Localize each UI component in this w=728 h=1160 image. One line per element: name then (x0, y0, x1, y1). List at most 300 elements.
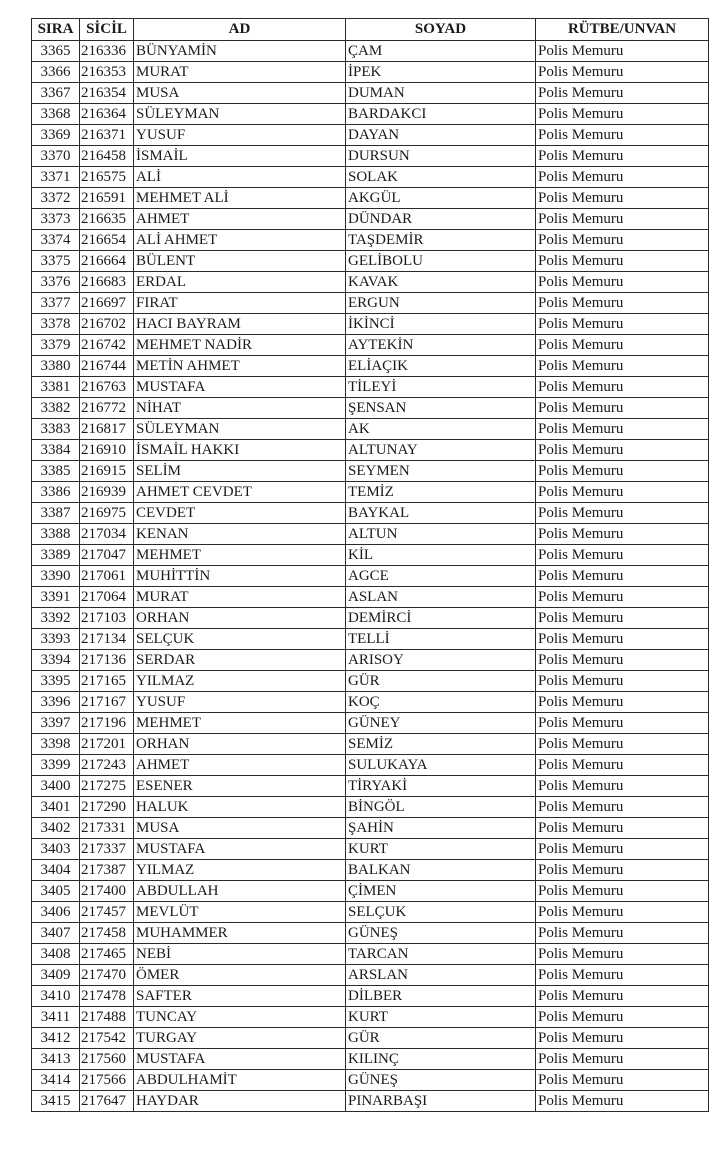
table-row (32, 62, 709, 83)
cell-sicil: 216772 (80, 398, 134, 419)
cell-sira: 3413 (32, 1049, 80, 1070)
cell-sicil: 216664 (80, 251, 134, 272)
cell-sicil: 216354 (80, 83, 134, 104)
cell-ad: HAYDAR (134, 1091, 346, 1112)
cell-rutbe-unvan: Polis Memuru (536, 167, 709, 188)
table-row (32, 398, 709, 419)
cell-rutbe-unvan: Polis Memuru (536, 356, 709, 377)
cell-ad: MURAT (134, 587, 346, 608)
cell-sicil: 217201 (80, 734, 134, 755)
cell-ad: MUSTAFA (134, 839, 346, 860)
cell-sira: 3372 (32, 188, 80, 209)
cell-sicil: 217134 (80, 629, 134, 650)
cell-sira: 3390 (32, 566, 80, 587)
table-row (32, 545, 709, 566)
cell-sicil: 217458 (80, 923, 134, 944)
table-row (32, 293, 709, 314)
cell-soyad: KURT (346, 1007, 536, 1028)
cell-ad: FIRAT (134, 293, 346, 314)
cell-rutbe-unvan: Polis Memuru (536, 776, 709, 797)
cell-soyad: GÜR (346, 671, 536, 692)
cell-rutbe-unvan: Polis Memuru (536, 524, 709, 545)
table-row (32, 167, 709, 188)
cell-sicil: 216591 (80, 188, 134, 209)
cell-sira: 3411 (32, 1007, 80, 1028)
table-row (32, 818, 709, 839)
cell-sicil: 217478 (80, 986, 134, 1007)
table-row (32, 566, 709, 587)
cell-ad: MEVLÜT (134, 902, 346, 923)
cell-soyad: DURSUN (346, 146, 536, 167)
cell-sira: 3386 (32, 482, 80, 503)
cell-soyad: BARDAKCI (346, 104, 536, 125)
cell-ad: SERDAR (134, 650, 346, 671)
cell-rutbe-unvan: Polis Memuru (536, 335, 709, 356)
table-row (32, 356, 709, 377)
cell-soyad: GÜNEŞ (346, 923, 536, 944)
cell-soyad: BAYKAL (346, 503, 536, 524)
cell-soyad: ARSLAN (346, 965, 536, 986)
cell-soyad: KOÇ (346, 692, 536, 713)
cell-sicil: 217136 (80, 650, 134, 671)
cell-sicil: 217290 (80, 797, 134, 818)
table-row (32, 125, 709, 146)
cell-ad: MEHMET ALİ (134, 188, 346, 209)
table-row (32, 1049, 709, 1070)
table-row (32, 692, 709, 713)
cell-sira: 3395 (32, 671, 80, 692)
cell-ad: MUHİTTİN (134, 566, 346, 587)
cell-rutbe-unvan: Polis Memuru (536, 251, 709, 272)
cell-ad: ABDULLAH (134, 881, 346, 902)
cell-rutbe-unvan: Polis Memuru (536, 818, 709, 839)
cell-soyad: TAŞDEMİR (346, 230, 536, 251)
table-row (32, 251, 709, 272)
cell-sicil: 216364 (80, 104, 134, 125)
cell-rutbe-unvan: Polis Memuru (536, 146, 709, 167)
table-row (32, 923, 709, 944)
table-row (32, 524, 709, 545)
cell-sicil: 216910 (80, 440, 134, 461)
cell-soyad: ALTUN (346, 524, 536, 545)
cell-soyad: ASLAN (346, 587, 536, 608)
cell-sira: 3391 (32, 587, 80, 608)
cell-rutbe-unvan: Polis Memuru (536, 230, 709, 251)
table-row (32, 209, 709, 230)
cell-sira: 3407 (32, 923, 80, 944)
table-row (32, 944, 709, 965)
cell-soyad: GELİBOLU (346, 251, 536, 272)
header-sira: SIRA (32, 19, 80, 41)
cell-sicil: 216939 (80, 482, 134, 503)
cell-sicil: 217488 (80, 1007, 134, 1028)
cell-soyad: ERGUN (346, 293, 536, 314)
cell-rutbe-unvan: Polis Memuru (536, 671, 709, 692)
cell-sira: 3373 (32, 209, 80, 230)
cell-rutbe-unvan: Polis Memuru (536, 650, 709, 671)
cell-ad: TUNCAY (134, 1007, 346, 1028)
cell-sira: 3414 (32, 1070, 80, 1091)
cell-sicil: 217566 (80, 1070, 134, 1091)
table-row (32, 230, 709, 251)
table-row (32, 377, 709, 398)
cell-sicil: 217560 (80, 1049, 134, 1070)
header-sicil: SİCİL (80, 19, 134, 41)
cell-soyad: KILINÇ (346, 1049, 536, 1070)
cell-soyad: DEMİRCİ (346, 608, 536, 629)
cell-ad: ERDAL (134, 272, 346, 293)
header-rutbe-unvan: RÜTBE/UNVAN (536, 19, 709, 41)
table-row (32, 83, 709, 104)
cell-rutbe-unvan: Polis Memuru (536, 734, 709, 755)
table-row (32, 503, 709, 524)
cell-sira: 3410 (32, 986, 80, 1007)
cell-sira: 3403 (32, 839, 80, 860)
cell-sira: 3374 (32, 230, 80, 251)
cell-ad: AHMET CEVDET (134, 482, 346, 503)
cell-soyad: DİLBER (346, 986, 536, 1007)
cell-rutbe-unvan: Polis Memuru (536, 419, 709, 440)
table-row (32, 965, 709, 986)
cell-sira: 3399 (32, 755, 80, 776)
cell-ad: YUSUF (134, 692, 346, 713)
table-row (32, 881, 709, 902)
cell-sicil: 217167 (80, 692, 134, 713)
cell-ad: NİHAT (134, 398, 346, 419)
table-row (32, 902, 709, 923)
cell-sira: 3365 (32, 41, 80, 62)
cell-rutbe-unvan: Polis Memuru (536, 965, 709, 986)
cell-soyad: GÜNEŞ (346, 1070, 536, 1091)
cell-sicil: 217034 (80, 524, 134, 545)
cell-sicil: 216575 (80, 167, 134, 188)
table-row (32, 860, 709, 881)
cell-rutbe-unvan: Polis Memuru (536, 272, 709, 293)
cell-rutbe-unvan: Polis Memuru (536, 755, 709, 776)
cell-rutbe-unvan: Polis Memuru (536, 713, 709, 734)
table-row (32, 419, 709, 440)
table-row (32, 41, 709, 62)
table-row (32, 587, 709, 608)
cell-ad: HALUK (134, 797, 346, 818)
cell-sicil: 216742 (80, 335, 134, 356)
cell-rutbe-unvan: Polis Memuru (536, 839, 709, 860)
cell-sicil: 217542 (80, 1028, 134, 1049)
cell-soyad: DAYAN (346, 125, 536, 146)
cell-ad: ORHAN (134, 608, 346, 629)
cell-sicil: 216915 (80, 461, 134, 482)
cell-rutbe-unvan: Polis Memuru (536, 608, 709, 629)
table-row (32, 671, 709, 692)
cell-rutbe-unvan: Polis Memuru (536, 1049, 709, 1070)
cell-soyad: KURT (346, 839, 536, 860)
cell-soyad: İKİNCİ (346, 314, 536, 335)
cell-rutbe-unvan: Polis Memuru (536, 104, 709, 125)
table-row (32, 272, 709, 293)
cell-sicil: 216371 (80, 125, 134, 146)
cell-ad: ALİ AHMET (134, 230, 346, 251)
cell-ad: YILMAZ (134, 860, 346, 881)
cell-ad: SELÇUK (134, 629, 346, 650)
table-row (32, 1070, 709, 1091)
cell-rutbe-unvan: Polis Memuru (536, 209, 709, 230)
cell-soyad: TİLEYİ (346, 377, 536, 398)
cell-rutbe-unvan: Polis Memuru (536, 986, 709, 1007)
cell-ad: TURGAY (134, 1028, 346, 1049)
cell-ad: SELİM (134, 461, 346, 482)
header-soyad: SOYAD (346, 19, 536, 41)
cell-soyad: SELÇUK (346, 902, 536, 923)
cell-sira: 3382 (32, 398, 80, 419)
table-row (32, 713, 709, 734)
cell-sicil: 217061 (80, 566, 134, 587)
cell-sira: 3385 (32, 461, 80, 482)
cell-sira: 3375 (32, 251, 80, 272)
cell-rutbe-unvan: Polis Memuru (536, 566, 709, 587)
cell-sira: 3409 (32, 965, 80, 986)
cell-soyad: KAVAK (346, 272, 536, 293)
table-row (32, 461, 709, 482)
cell-sira: 3393 (32, 629, 80, 650)
cell-sira: 3406 (32, 902, 80, 923)
cell-ad: CEVDET (134, 503, 346, 524)
cell-soyad: TİRYAKİ (346, 776, 536, 797)
cell-rutbe-unvan: Polis Memuru (536, 377, 709, 398)
cell-soyad: BALKAN (346, 860, 536, 881)
cell-ad: METİN AHMET (134, 356, 346, 377)
cell-ad: MEHMET (134, 545, 346, 566)
cell-sicil: 216458 (80, 146, 134, 167)
cell-ad: SÜLEYMAN (134, 419, 346, 440)
cell-sicil: 216702 (80, 314, 134, 335)
cell-ad: BÜNYAMİN (134, 41, 346, 62)
cell-sicil: 217243 (80, 755, 134, 776)
table-row (32, 482, 709, 503)
cell-ad: MUSA (134, 83, 346, 104)
cell-rutbe-unvan: Polis Memuru (536, 797, 709, 818)
cell-ad: SAFTER (134, 986, 346, 1007)
cell-ad: YUSUF (134, 125, 346, 146)
cell-sira: 3379 (32, 335, 80, 356)
cell-ad: MEHMET (134, 713, 346, 734)
cell-soyad: ARISOY (346, 650, 536, 671)
cell-sicil: 216744 (80, 356, 134, 377)
table-row (32, 776, 709, 797)
cell-sicil: 217470 (80, 965, 134, 986)
cell-sira: 3384 (32, 440, 80, 461)
cell-sira: 3401 (32, 797, 80, 818)
cell-sira: 3397 (32, 713, 80, 734)
cell-sicil: 217196 (80, 713, 134, 734)
cell-sicil: 216353 (80, 62, 134, 83)
cell-rutbe-unvan: Polis Memuru (536, 482, 709, 503)
cell-sira: 3405 (32, 881, 80, 902)
cell-sira: 3370 (32, 146, 80, 167)
cell-sira: 3404 (32, 860, 80, 881)
cell-rutbe-unvan: Polis Memuru (536, 902, 709, 923)
cell-sicil: 217331 (80, 818, 134, 839)
cell-soyad: AK (346, 419, 536, 440)
cell-soyad: SEYMEN (346, 461, 536, 482)
cell-sicil: 216975 (80, 503, 134, 524)
cell-sira: 3378 (32, 314, 80, 335)
cell-sira: 3387 (32, 503, 80, 524)
cell-sira: 3400 (32, 776, 80, 797)
table-row (32, 188, 709, 209)
cell-ad: AHMET (134, 209, 346, 230)
cell-ad: SÜLEYMAN (134, 104, 346, 125)
cell-ad: NEBİ (134, 944, 346, 965)
cell-sira: 3412 (32, 1028, 80, 1049)
cell-sira: 3415 (32, 1091, 80, 1112)
cell-soyad: PINARBAŞI (346, 1091, 536, 1112)
cell-rutbe-unvan: Polis Memuru (536, 629, 709, 650)
cell-soyad: TEMİZ (346, 482, 536, 503)
cell-ad: KENAN (134, 524, 346, 545)
cell-sira: 3396 (32, 692, 80, 713)
cell-rutbe-unvan: Polis Memuru (536, 188, 709, 209)
cell-ad: YILMAZ (134, 671, 346, 692)
table-row (32, 839, 709, 860)
cell-soyad: ŞENSAN (346, 398, 536, 419)
cell-ad: HACI BAYRAM (134, 314, 346, 335)
cell-sira: 3371 (32, 167, 80, 188)
cell-soyad: KİL (346, 545, 536, 566)
cell-sira: 3392 (32, 608, 80, 629)
cell-rutbe-unvan: Polis Memuru (536, 587, 709, 608)
cell-sicil: 217103 (80, 608, 134, 629)
cell-rutbe-unvan: Polis Memuru (536, 1007, 709, 1028)
table-row (32, 734, 709, 755)
table-row (32, 629, 709, 650)
cell-rutbe-unvan: Polis Memuru (536, 440, 709, 461)
cell-ad: MUSTAFA (134, 377, 346, 398)
table-row (32, 104, 709, 125)
table-row (32, 1091, 709, 1112)
cell-soyad: SOLAK (346, 167, 536, 188)
table-row (32, 755, 709, 776)
cell-sicil: 216654 (80, 230, 134, 251)
cell-sicil: 217275 (80, 776, 134, 797)
cell-soyad: TARCAN (346, 944, 536, 965)
cell-sicil: 216817 (80, 419, 134, 440)
cell-soyad: ALTUNAY (346, 440, 536, 461)
cell-soyad: DÜNDAR (346, 209, 536, 230)
cell-rutbe-unvan: Polis Memuru (536, 461, 709, 482)
cell-sicil: 217457 (80, 902, 134, 923)
cell-sira: 3394 (32, 650, 80, 671)
cell-sicil: 217647 (80, 1091, 134, 1112)
cell-sira: 3377 (32, 293, 80, 314)
cell-rutbe-unvan: Polis Memuru (536, 881, 709, 902)
cell-soyad: ELİAÇIK (346, 356, 536, 377)
table-body (32, 41, 709, 1112)
cell-sicil: 217165 (80, 671, 134, 692)
cell-ad: MURAT (134, 62, 346, 83)
cell-sira: 3383 (32, 419, 80, 440)
cell-sira: 3376 (32, 272, 80, 293)
cell-rutbe-unvan: Polis Memuru (536, 545, 709, 566)
cell-ad: MUSTAFA (134, 1049, 346, 1070)
table-row (32, 608, 709, 629)
cell-soyad: GÜR (346, 1028, 536, 1049)
cell-ad: İSMAİL (134, 146, 346, 167)
cell-soyad: ÇİMEN (346, 881, 536, 902)
cell-sicil: 217465 (80, 944, 134, 965)
cell-rutbe-unvan: Polis Memuru (536, 41, 709, 62)
cell-soyad: İPEK (346, 62, 536, 83)
personnel-table (31, 18, 709, 1112)
cell-ad: ORHAN (134, 734, 346, 755)
cell-soyad: SEMİZ (346, 734, 536, 755)
cell-sira: 3388 (32, 524, 80, 545)
table-row (32, 314, 709, 335)
cell-rutbe-unvan: Polis Memuru (536, 1028, 709, 1049)
cell-sicil: 216697 (80, 293, 134, 314)
cell-ad: ABDULHAMİT (134, 1070, 346, 1091)
header-row (32, 19, 709, 41)
cell-soyad: AGCE (346, 566, 536, 587)
cell-ad: ÖMER (134, 965, 346, 986)
cell-ad: MUSA (134, 818, 346, 839)
cell-ad: ALİ (134, 167, 346, 188)
cell-ad: BÜLENT (134, 251, 346, 272)
cell-rutbe-unvan: Polis Memuru (536, 503, 709, 524)
cell-ad: AHMET (134, 755, 346, 776)
cell-sicil: 217047 (80, 545, 134, 566)
cell-soyad: ŞAHİN (346, 818, 536, 839)
cell-sicil: 216336 (80, 41, 134, 62)
cell-soyad: ÇAM (346, 41, 536, 62)
cell-rutbe-unvan: Polis Memuru (536, 314, 709, 335)
cell-rutbe-unvan: Polis Memuru (536, 923, 709, 944)
cell-soyad: AKGÜL (346, 188, 536, 209)
cell-soyad: BİNGÖL (346, 797, 536, 818)
cell-sicil: 216683 (80, 272, 134, 293)
table-row (32, 650, 709, 671)
table-row (32, 797, 709, 818)
cell-ad: ESENER (134, 776, 346, 797)
cell-rutbe-unvan: Polis Memuru (536, 293, 709, 314)
cell-rutbe-unvan: Polis Memuru (536, 692, 709, 713)
cell-sira: 3408 (32, 944, 80, 965)
cell-ad: MEHMET NADİR (134, 335, 346, 356)
table-row (32, 335, 709, 356)
cell-soyad: AYTEKİN (346, 335, 536, 356)
cell-rutbe-unvan: Polis Memuru (536, 62, 709, 83)
cell-sira: 3369 (32, 125, 80, 146)
cell-rutbe-unvan: Polis Memuru (536, 398, 709, 419)
table-row (32, 1028, 709, 1049)
cell-ad: İSMAİL HAKKI (134, 440, 346, 461)
table-header (32, 19, 709, 41)
cell-sicil: 217387 (80, 860, 134, 881)
header-ad: AD (134, 19, 346, 41)
table-row (32, 440, 709, 461)
cell-soyad: GÜNEY (346, 713, 536, 734)
cell-rutbe-unvan: Polis Memuru (536, 1070, 709, 1091)
table-row (32, 1007, 709, 1028)
cell-ad: MUHAMMER (134, 923, 346, 944)
table-row (32, 986, 709, 1007)
cell-sira: 3389 (32, 545, 80, 566)
cell-sicil: 216763 (80, 377, 134, 398)
cell-rutbe-unvan: Polis Memuru (536, 1091, 709, 1112)
cell-sira: 3402 (32, 818, 80, 839)
cell-soyad: TELLİ (346, 629, 536, 650)
cell-rutbe-unvan: Polis Memuru (536, 944, 709, 965)
cell-sira: 3367 (32, 83, 80, 104)
